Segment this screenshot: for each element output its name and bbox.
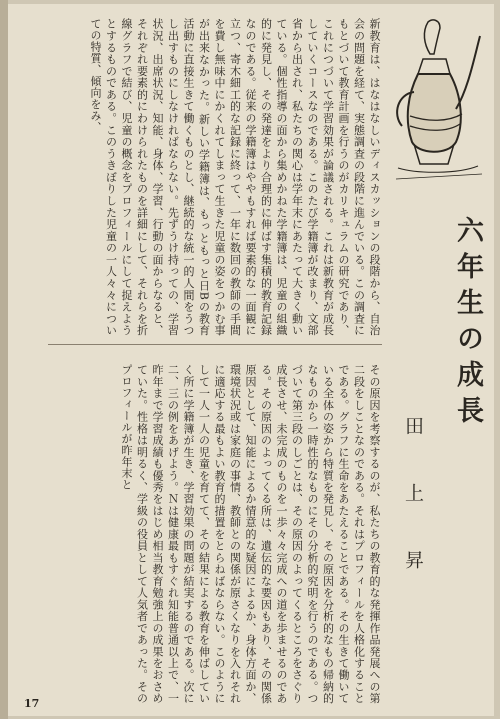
document-page	[8, 4, 494, 716]
article-body-bottom: その原因を考察するのが、私たちの教育的な発揮作品発展への第二段をしことなのである。それはプロフィールを人格化することである。グラフに生命をあたえることである。その生きて働いている全体の姿から特質を発見し、その原因を分析的なもの帰納的なものから一時性的なものにその分析的究明を行うのである。つづいて第三段のしごとは、その原因のよってくるところをさぐり成長させ、未完成のものを一歩々々完成への道を歩ませるのである。その原因のよってくる所は、遺伝的な要因もあり、その関係原因として、知能によるか情意的な疑因によるか、身体方面か、環境状況或は家庭の事情、教師との関係が原さくなりを入れそれに適応する最もよい教育的措置をとらねばならない。このようにして一人一人の児童を育てて、その結果による教育を伸ばしていく所に学籍簿が生き、学習効果の問題が結実するのである。次に二、三の例をあげよう。Ｎは健康最もすぐれ知能普通以上で、一昨年まで学習成績も優秀をはじめ相当教育勉強上の成果をおさめていた。性格は明るく、学級の役員として人気者であった。そのプロフィールが昨年末と	[120, 364, 381, 704]
ewer-vase-icon	[378, 14, 488, 199]
page-number: 17	[24, 697, 40, 710]
article-body-top: 新教育は、はなはなしいディスカッションの段階から、自治会の問題を経て、実態調査の段階に進んでいる。この調査にもとづいて教育計画を行うのがカリキュラムの研究であり、これにつづいて学習効果が論議される。これは新教育が成長していくコースなのである。このたび学籍簿が改まり、文部省から出され、私たちの関心は学年末にあたって大きく動いている。個性指導の面から集めかねた学籍簿は、児童の組織的に発見し、その発達をより合理的に伸ばす集積的教育記録なのである。従来の学籍簿はややもすれば要素的な一面観に立つ、寄木細工的な記録に終って、一年に数回の教師の手間を費し無味中にかくれてしまって生きた児童の姿をつかむ事が出来なかった。新しい学籍簿は、もっともっと日Bの教育活動に直接生きて働くものとし、継続的な統一的人間をうつし出すものにしなければならない。先ずうけ持っての、学習状況、出席状況、知能、身体、学習、行動の面からなると、それぞれ要素的にわけられたものを詳細にして、それらを折線グラフで結び、児童の概念をプロフィールにして捉えようとするものである。このうきぼりした児童の一人々々についての特質、傾向をみ、	[89, 18, 381, 336]
article-title: 六年生の成長	[452, 216, 483, 432]
section-divider	[48, 344, 382, 345]
book-gutter	[0, 0, 8, 719]
article-author: 田上昇	[402, 416, 424, 617]
